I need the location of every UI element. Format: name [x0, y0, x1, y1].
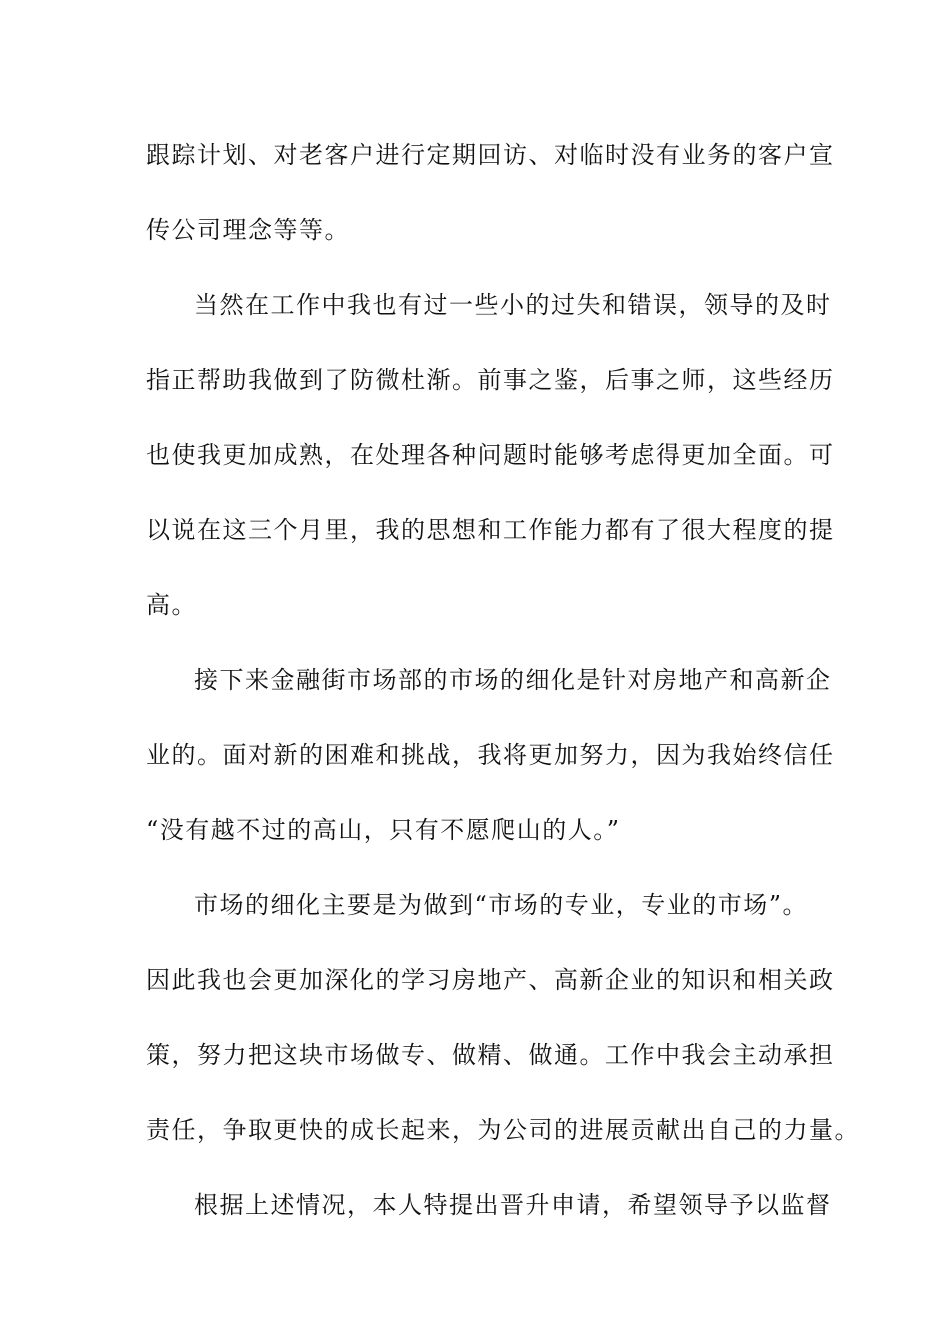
paragraph-start-line-8: 接下来金融街市场部的市场的细化是针对房地产和高新企 [194, 666, 832, 694]
paragraph-start-line-3: 当然在工作中我也有过一些小的过失和错误，领导的及时 [194, 291, 832, 319]
body-line-6: 以说在这三个月里，我的思想和工作能力都有了很大程度的提 [146, 516, 835, 544]
body-line-5: 也使我更加成熟，在处理各种问题时能够考虑得更加全面。可 [146, 441, 835, 469]
body-line-9: 业的。面对新的困难和挑战，我将更加努力，因为我始终信任 [146, 741, 835, 769]
body-line-10: “没有越不过的高山，只有不愿爬山的人。” [146, 816, 621, 844]
paragraph-start-line-11: 市场的细化主要是为做到“市场的专业，专业的市场”。 [194, 891, 809, 919]
body-line-2: 传公司理念等等。 [146, 216, 350, 244]
body-line-14: 责任，争取更快的成长起来，为公司的进展贡献出自己的力量。 [146, 1116, 860, 1144]
body-line-13: 策，努力把这块市场做专、做精、做通。工作中我会主动承担 [146, 1041, 835, 1069]
body-line-1: 跟踪计划、对老客户进行定期回访、对临时没有业务的客户宣 [146, 141, 835, 169]
body-line-4: 指正帮助我做到了防微杜渐。前事之鉴，后事之师，这些经历 [146, 366, 835, 394]
body-line-7: 高。 [146, 591, 197, 619]
body-line-12: 因此我也会更加深化的学习房地产、高新企业的知识和相关政 [146, 966, 835, 994]
paragraph-start-line-15: 根据上述情况，本人特提出晋升申请，希望领导予以监督 [194, 1191, 832, 1219]
